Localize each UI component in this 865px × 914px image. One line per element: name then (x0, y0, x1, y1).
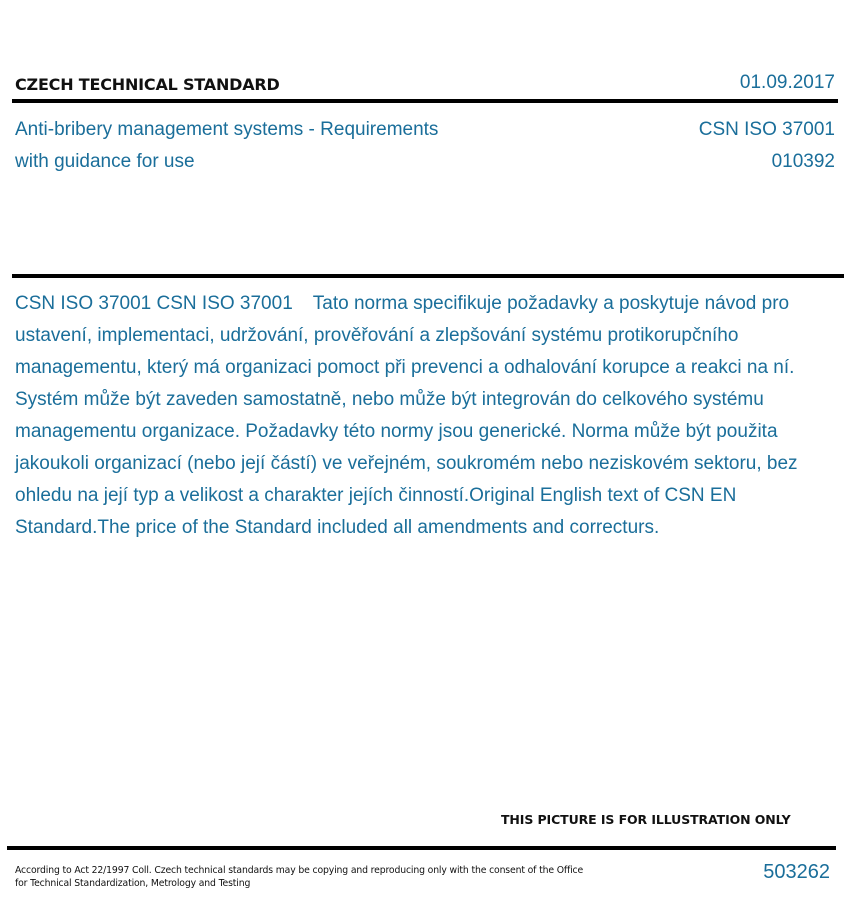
section-divider (12, 274, 844, 278)
class-number: 010392 (771, 151, 835, 172)
publication-date: 01.09.2017 (739, 72, 835, 93)
document-title (15, 114, 535, 178)
abstract (15, 288, 815, 544)
header-divider (12, 99, 838, 103)
footer-legal-notice (15, 864, 585, 890)
footer-number: 503262 (763, 861, 830, 883)
abstract-text: Tato norma specifikuje požadavky a poskytuje návod pro ustavení, implementaci, udržování, prověřování a zlepšování systému protikorupčního managementu, který má organizaci pomoct při prevenci a odhalování korupce a reakci na ní. Systém může být zaveden samostatně, nebo může být integrován do celkového systému managementu organizace. Požadavky této normy jsou generické. Norma může být použita jakoukoli organizací (nebo její částí) ve veřejném, soukromém nebo neziskovém sektoru, bez ohledu na její typ a velikost a charakter jejích činností.Original English text of CSN EN Standard.The price of the Standard included all amendments and correcturs. (15, 293, 798, 538)
footer-divider (7, 846, 836, 850)
standard-code: CSN ISO 37001 (698, 119, 835, 140)
header-title: CZECH TECHNICAL STANDARD (15, 75, 280, 94)
document-identifiers (699, 114, 835, 178)
footer-legal-line-1: According to Act 22/1997 Coll. Czech technical standards may be copying and reproducing only with the consent of the Office (15, 865, 584, 876)
document-title-line-2: with guidance for use (15, 151, 195, 172)
illustration-note: THIS PICTURE IS FOR ILLUSTRATION ONLY (501, 812, 791, 827)
document-title-line-1: Anti-bribery management systems - Requirements (15, 119, 439, 140)
footer-legal-line-2: for Technical Standardization, Metrology and Testing (15, 878, 251, 889)
abstract-codes: CSN ISO 37001 CSN ISO 37001 (15, 293, 293, 314)
